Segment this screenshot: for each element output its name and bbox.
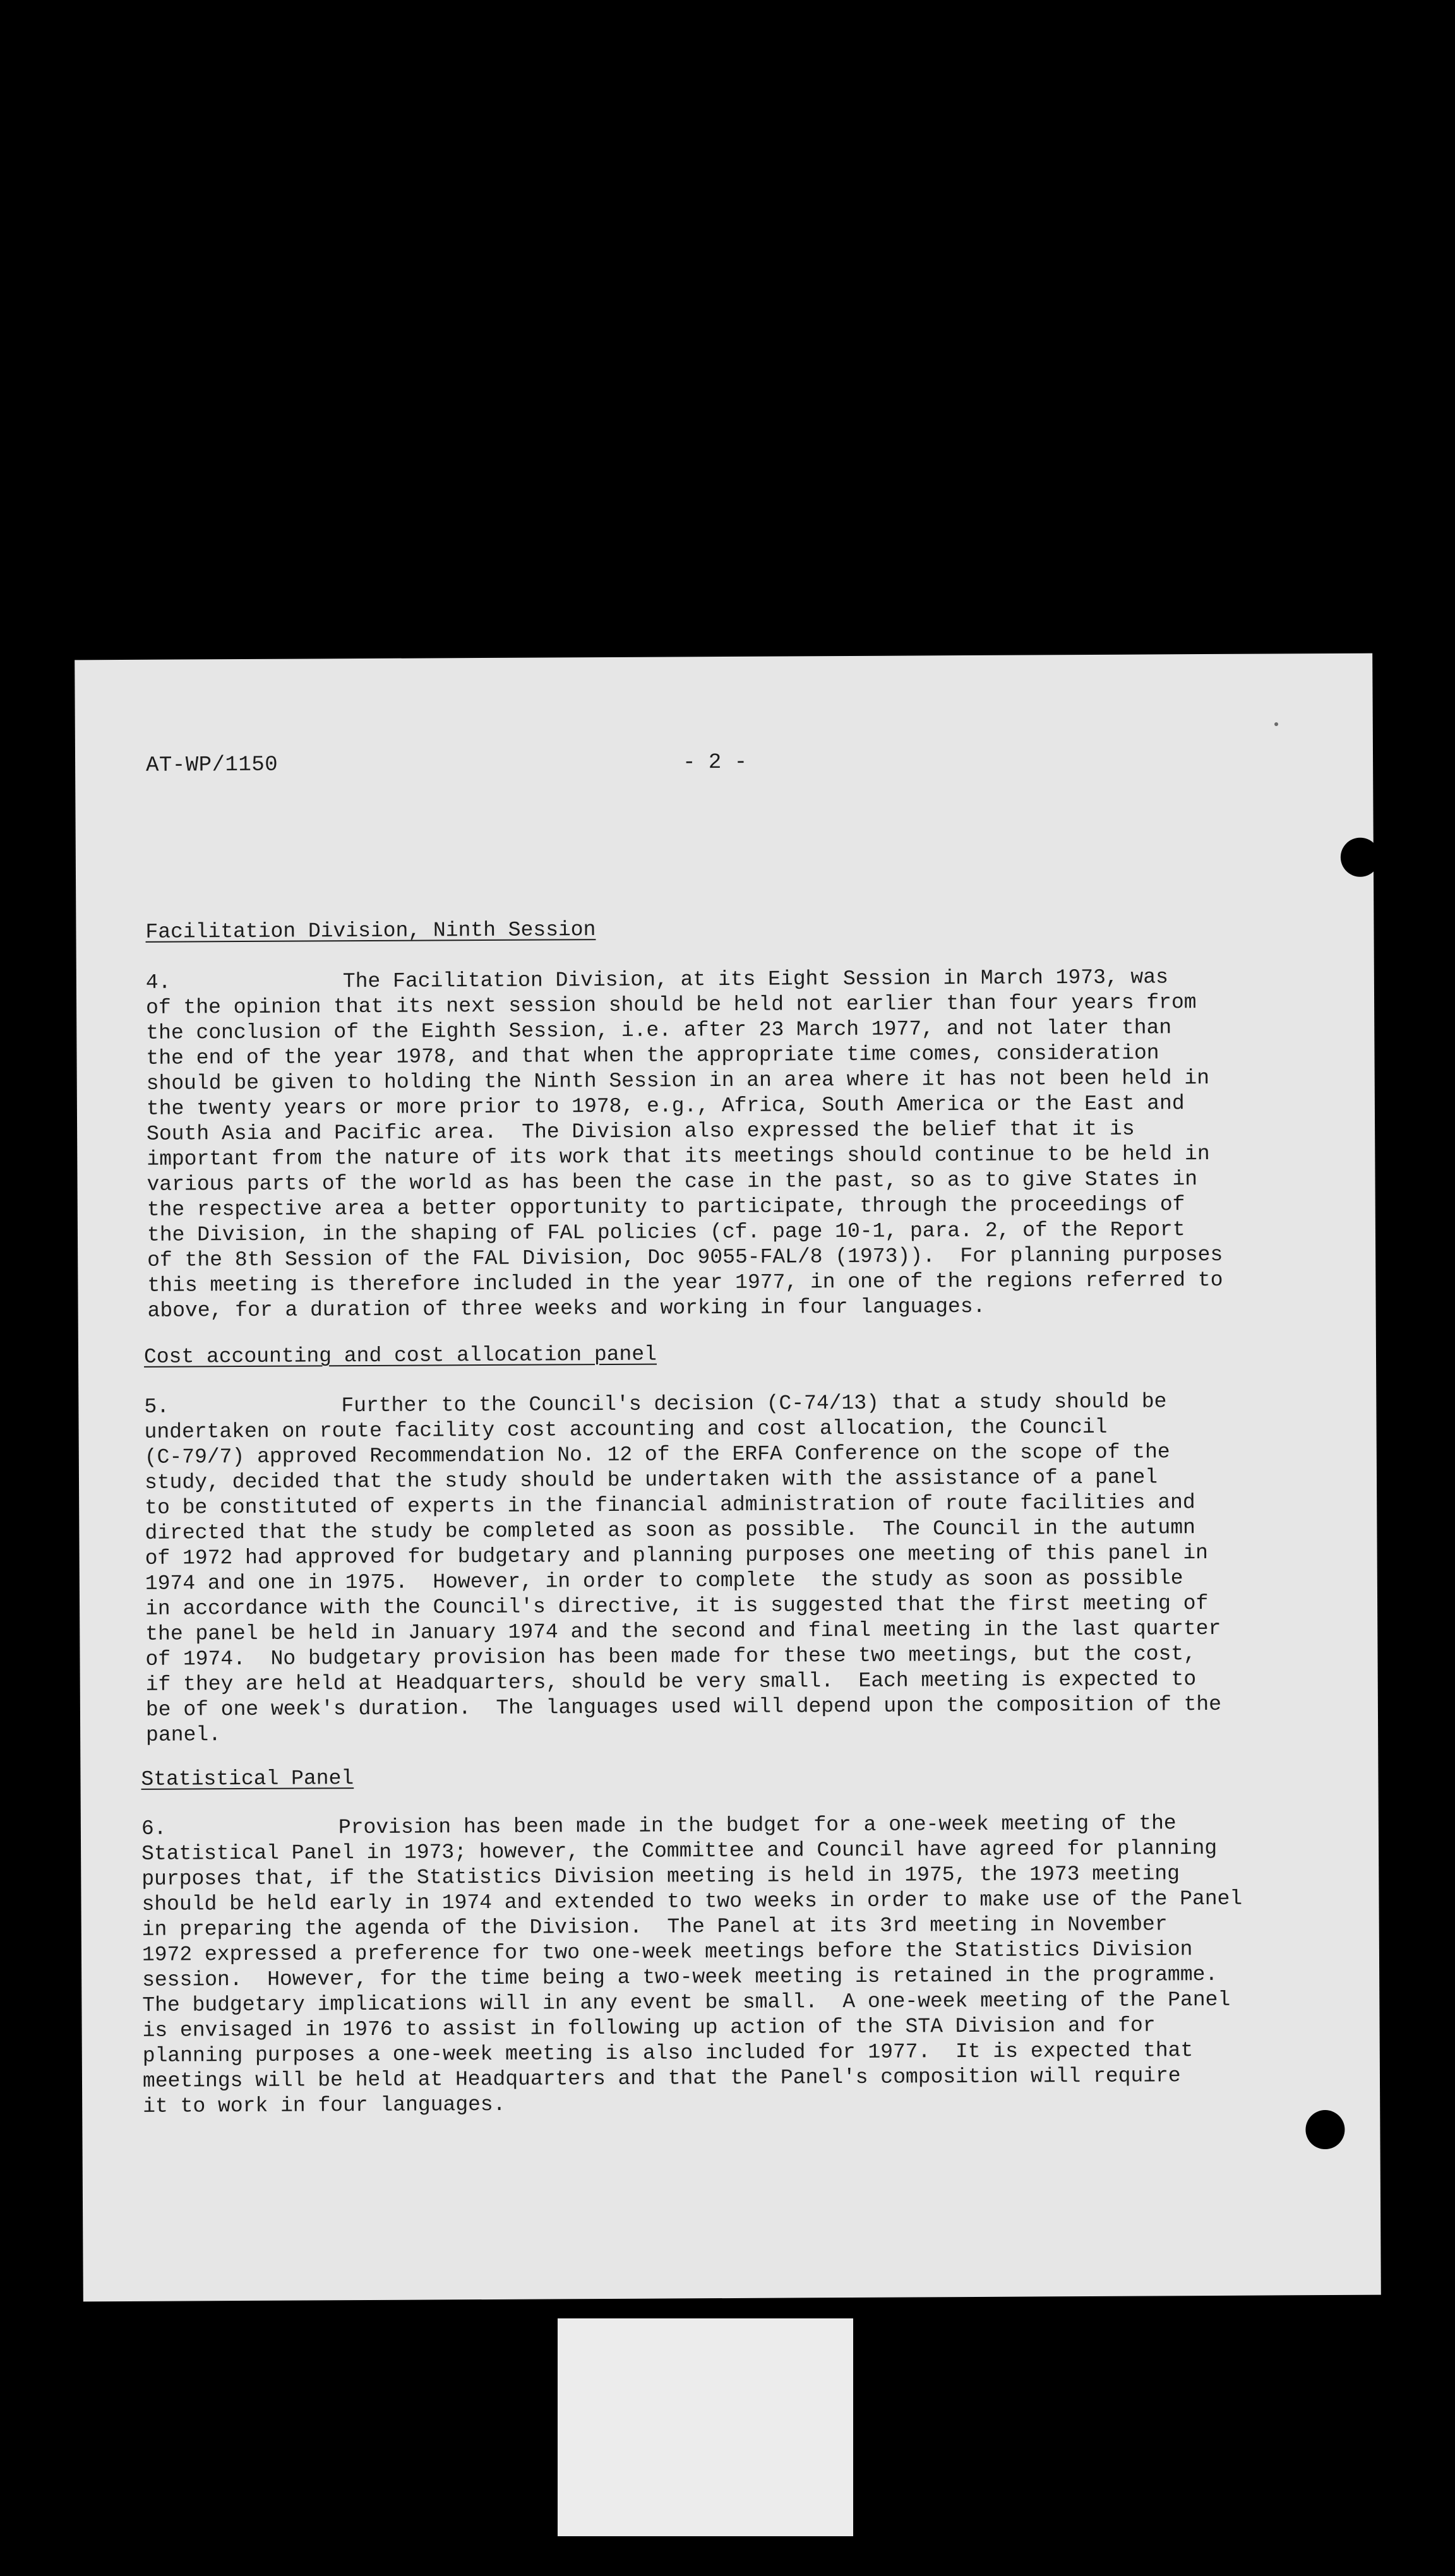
- paragraph-number: 4.: [145, 970, 171, 994]
- section-heading: Facilitation Division, Ninth Session: [145, 918, 596, 944]
- paragraph-line: in preparing the agenda of the Division. The Panel at its 3rd meeting in November: [141, 1912, 1168, 1941]
- paragraph-line: South Asia and Pacific area. The Division also expressed the belief that it is: [147, 1117, 1135, 1146]
- paragraph-line: various parts of the world as has been the case in the past, so as to give States in: [147, 1167, 1198, 1196]
- paragraph-line: Provision has been made in the budget for a one-week meeting of the: [338, 1811, 1177, 1840]
- paragraph-line: meetings will be held at Headquarters and that the Panel's composition will require: [142, 2064, 1181, 2093]
- paragraph-line: be of one week's duration. The languages used will depend upon the composition of the: [145, 1692, 1222, 1722]
- paragraph-line: 1972 expressed a preference for two one-week meetings before the Statistics Division: [141, 1938, 1193, 1967]
- paragraph-line: the end of the year 1978, and that when the appropriate time comes, consideration: [146, 1041, 1159, 1070]
- page-number: - 2 -: [682, 750, 748, 775]
- paragraph-line: is envisaged in 1976 to assist in following up action of the STA Division and for: [142, 2013, 1156, 2042]
- paragraph-6: [141, 1810, 1317, 2120]
- paragraph-line: should be given to holding the Ninth Session in an area where it has not been held in: [146, 1066, 1210, 1095]
- section-heading: Statistical Panel: [141, 1767, 354, 1791]
- scan-speck: [1274, 722, 1278, 726]
- paragraph-line: it to work in four languages.: [143, 2092, 506, 2118]
- paragraph-number: 6.: [141, 1816, 167, 1840]
- paragraph-line: The Facilitation Division, at its Eight Session in March 1973, was: [342, 965, 1168, 994]
- next-page-edge: [558, 2318, 853, 2536]
- paragraph-line: this meeting is therefore included in the year 1977, in one of the regions referred to: [147, 1268, 1223, 1297]
- paragraph-line: directed that the study be completed as soon as possible. The Council in the autumn: [145, 1516, 1196, 1545]
- paragraph-line: the conclusion of the Eighth Session, i.e. after 23 March 1977, and not later than: [146, 1016, 1172, 1045]
- paragraph-line: should be held early in 1974 and extended to two weeks in order to make use of the Panel: [141, 1887, 1243, 1916]
- paragraph-4: [146, 964, 1322, 1324]
- paragraph-line: to be constituted of experts in the financial administration of route facilities and: [145, 1491, 1195, 1520]
- paragraph-line: Further to the Council's decision (C-74/13) that a study should be: [341, 1390, 1167, 1418]
- paragraph-line: panel.: [146, 1723, 222, 1747]
- document-page: [75, 653, 1381, 2302]
- paragraph-line: study, decided that the study should be undertaken with the assistance of a panel: [144, 1465, 1158, 1494]
- paragraph-line: planning purposes a one-week meeting is also included for 1977. It is expected that: [142, 2039, 1194, 2068]
- paragraph-line: session. However, for the time being a two-week meeting is retained in the programme.: [142, 1962, 1218, 1992]
- punch-hole: [1341, 838, 1380, 877]
- paragraph-line: above, for a duration of three weeks and working in four languages.: [147, 1294, 986, 1323]
- paragraph-line: purposes that, if the Statistics Division meeting is held in 1975, the 1973 meeting: [141, 1862, 1180, 1891]
- paragraph-line: of 1972 had approved for budgetary and planning purposes one meeting of this panel in: [145, 1541, 1209, 1570]
- paragraph-line: important from the nature of its work that its meetings should continue to be held in: [147, 1142, 1210, 1171]
- paragraph-number: 5.: [144, 1395, 170, 1419]
- paragraph-line: Statistical Panel in 1973; however, the Committee and Council have agreed for planning: [141, 1836, 1218, 1866]
- paragraph-line: if they are held at Headquarters, should be very small. Each meeting is expected to: [145, 1667, 1197, 1696]
- paragraph-line: 1974 and one in 1975. However, in order to complete the study as soon as possible: [145, 1566, 1183, 1595]
- paragraph-line: (C-79/7) approved Recommendation No. 12 of the ERFA Conference on the scope of the: [144, 1440, 1170, 1469]
- paragraph-line: the respective area a better opportunity to participate, through the proceedings of: [147, 1193, 1185, 1222]
- paragraph-line: the twenty years or more prior to 1978, e.g., Africa, South America or the East and: [146, 1092, 1185, 1121]
- section-heading: Cost accounting and cost allocation panel: [143, 1342, 657, 1369]
- paragraph-5: [144, 1388, 1320, 1748]
- punch-hole: [1305, 2110, 1344, 2149]
- paragraph-line: the Division, in the shaping of FAL policies (cf. page 10-1, para. 2, of the Report: [147, 1218, 1185, 1247]
- paragraph-line: in accordance with the Council's directive, it is suggested that the first meeting of: [145, 1592, 1209, 1621]
- document-reference: AT-WP/1150: [145, 753, 278, 778]
- paragraph-line: undertaken on route facility cost accounting and cost allocation, the Council: [144, 1415, 1108, 1444]
- paragraph-line: of 1974. No budgetary provision has been made for these two meetings, but the cost,: [145, 1642, 1197, 1671]
- paragraph-line: of the opinion that its next session should be held not earlier than four years from: [145, 991, 1197, 1020]
- paragraph-line: The budgetary implications will in any event be small. A one-week meeting of the Panel: [142, 1988, 1231, 2017]
- paragraph-line: of the 8th Session of the FAL Division, Doc 9055-FAL/8 (1973)). For planning purposes: [147, 1243, 1223, 1272]
- paragraph-line: the panel be held in January 1974 and the second and final meeting in the last quarter: [145, 1616, 1221, 1646]
